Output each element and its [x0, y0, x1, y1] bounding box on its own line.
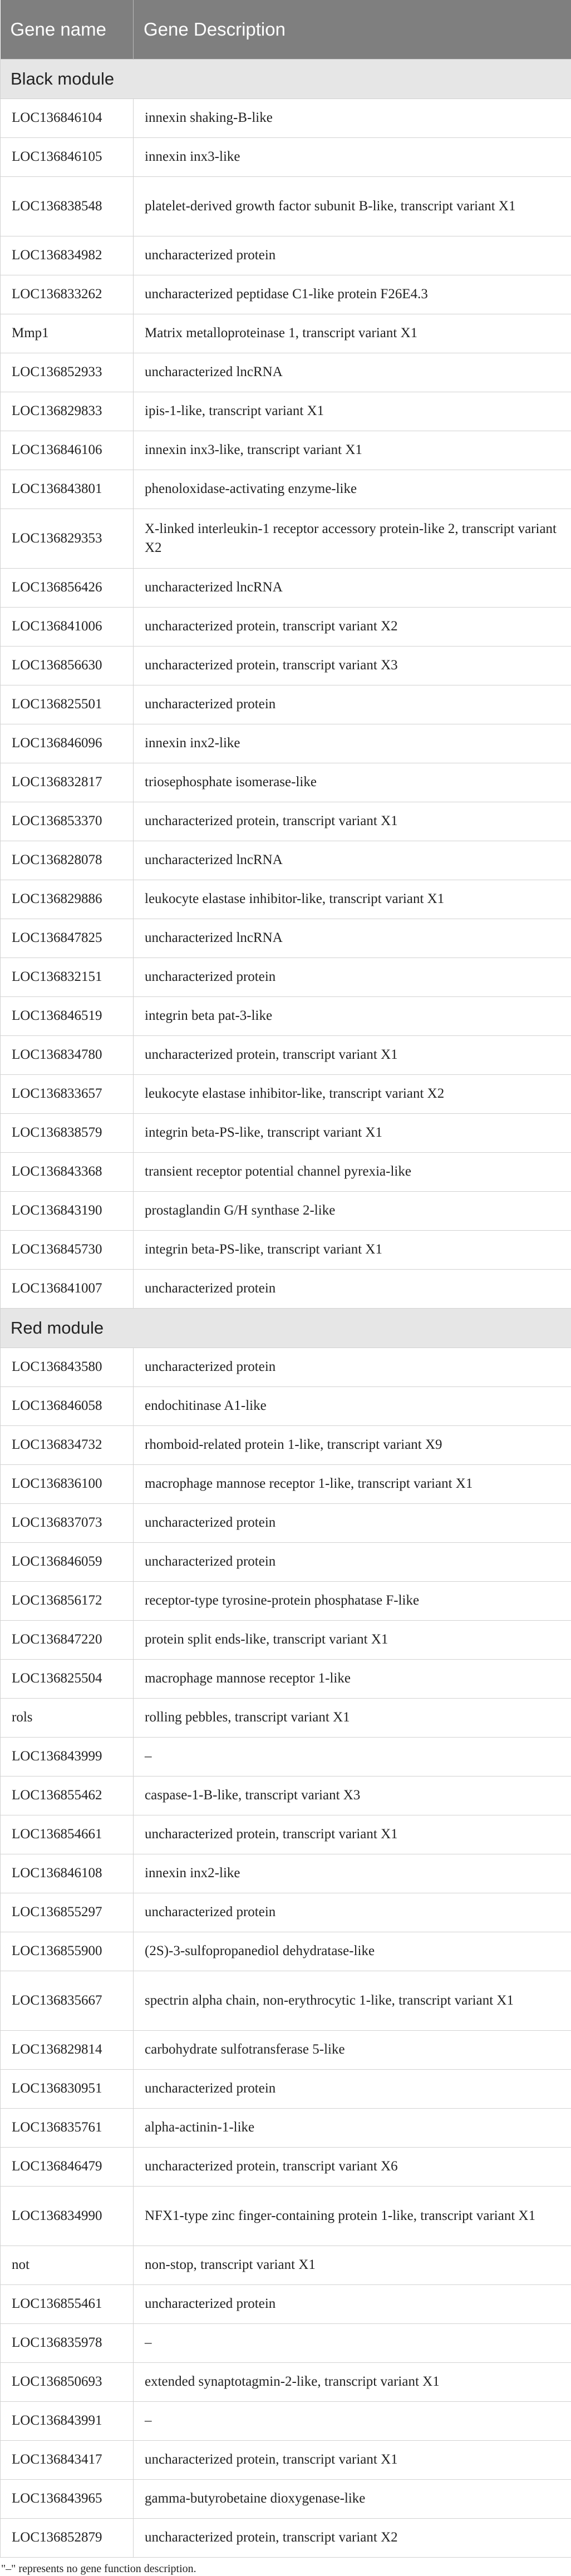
table-row — [1, 1620, 571, 1659]
gene-description-cell: triosephosphate isomerase-like — [134, 763, 571, 802]
gene-name-cell: LOC136836100 — [1, 1464, 134, 1503]
table-row — [1, 880, 571, 919]
gene-name-cell: LOC136852933 — [1, 353, 134, 392]
table-row — [1, 470, 571, 509]
header-gene-name: Gene name — [1, 0, 134, 59]
table-row — [1, 431, 571, 470]
gene-name-cell: LOC136834982 — [1, 236, 134, 275]
gene-name-cell: LOC136832151 — [1, 958, 134, 996]
table-row — [1, 763, 571, 802]
gene-name-cell: LOC136838579 — [1, 1113, 134, 1152]
gene-name-cell: LOC136843368 — [1, 1152, 134, 1191]
gene-description-cell: uncharacterized protein — [134, 2284, 571, 2323]
table-row — [1, 353, 571, 392]
gene-description-cell: spectrin alpha chain, non-erythrocytic 1-like, transcript variant X1 — [134, 1971, 571, 2030]
gene-name-cell: LOC136846479 — [1, 2147, 134, 2186]
gene-name-cell: LOC136850693 — [1, 2362, 134, 2401]
gene-name-cell: LOC136825501 — [1, 685, 134, 724]
gene-name-cell: LOC136841006 — [1, 607, 134, 646]
gene-name-cell: LOC136835667 — [1, 1971, 134, 2030]
gene-name-cell: LOC136855297 — [1, 1893, 134, 1932]
table-row — [1, 1893, 571, 1932]
gene-description-cell: uncharacterized protein, transcript variant X2 — [134, 2518, 571, 2557]
gene-description-cell: uncharacterized protein — [134, 958, 571, 996]
table-row — [1, 1113, 571, 1152]
table-row — [1, 137, 571, 176]
gene-description-cell: uncharacterized protein, transcript variant X1 — [134, 1815, 571, 1854]
gene-name-cell: LOC136855462 — [1, 1776, 134, 1815]
gene-description-cell: integrin beta-PS-like, transcript variant X1 — [134, 1230, 571, 1269]
gene-name-cell: LOC136834780 — [1, 1035, 134, 1074]
gene-name-cell: LOC136829886 — [1, 880, 134, 919]
gene-description-cell: uncharacterized protein — [134, 1269, 571, 1308]
gene-name-cell: not — [1, 2246, 134, 2284]
table-row — [1, 1035, 571, 1074]
table-row — [1, 1152, 571, 1191]
gene-description-cell: X-linked interleukin-1 receptor accessory protein-like 2, transcript variant X2 — [134, 509, 571, 568]
table-row — [1, 958, 571, 996]
gene-description-cell: (2S)-3-sulfopropanediol dehydratase-like — [134, 1932, 571, 1971]
table-row — [1, 2246, 571, 2284]
table-row — [1, 2479, 571, 2518]
table-row — [1, 275, 571, 314]
table-row — [1, 724, 571, 763]
gene-name-cell: LOC136828078 — [1, 841, 134, 880]
table-row — [1, 236, 571, 275]
gene-name-cell: LOC136846096 — [1, 724, 134, 763]
table-row — [1, 1581, 571, 1620]
table-row — [1, 1776, 571, 1815]
table-row — [1, 1074, 571, 1113]
table-row — [1, 646, 571, 685]
gene-name-cell: LOC136847220 — [1, 1620, 134, 1659]
table-row — [1, 1425, 571, 1464]
gene-description-cell: extended synaptotagmin-2-like, transcript variant X1 — [134, 2362, 571, 2401]
gene-description-cell: uncharacterized protein — [134, 236, 571, 275]
gene-description-cell: uncharacterized peptidase C1-like protein F26E4.3 — [134, 275, 571, 314]
gene-description-cell: protein split ends-like, transcript variant X1 — [134, 1620, 571, 1659]
gene-description-cell: innexin inx3-like, transcript variant X1 — [134, 431, 571, 470]
gene-name-cell: LOC136856630 — [1, 646, 134, 685]
gene-name-cell: LOC136837073 — [1, 1503, 134, 1542]
gene-name-cell: LOC136856426 — [1, 568, 134, 607]
gene-name-cell: LOC136843991 — [1, 2401, 134, 2440]
gene-name-cell: LOC136834990 — [1, 2186, 134, 2246]
gene-name-cell: LOC136841007 — [1, 1269, 134, 1308]
gene-description-cell: – — [134, 2323, 571, 2362]
table-row — [1, 802, 571, 841]
table-body — [1, 59, 571, 2557]
table-row — [1, 2186, 571, 2246]
table-row — [1, 2069, 571, 2108]
table-row — [1, 1464, 571, 1503]
gene-name-cell: LOC136854661 — [1, 1815, 134, 1854]
table-row — [1, 841, 571, 880]
gene-name-cell: LOC136843417 — [1, 2440, 134, 2479]
section-title: Black module — [1, 59, 571, 98]
gene-name-cell: LOC136843580 — [1, 1348, 134, 1386]
gene-description-cell: uncharacterized protein, transcript variant X3 — [134, 646, 571, 685]
gene-name-cell: LOC136829353 — [1, 509, 134, 568]
gene-name-cell: LOC136843965 — [1, 2479, 134, 2518]
table-row — [1, 568, 571, 607]
table-row — [1, 1698, 571, 1737]
gene-description-cell: uncharacterized lncRNA — [134, 353, 571, 392]
gene-name-cell: LOC136829814 — [1, 2030, 134, 2069]
table-row — [1, 392, 571, 431]
table-row — [1, 2323, 571, 2362]
gene-name-cell: LOC136856172 — [1, 1581, 134, 1620]
gene-name-cell: LOC136846058 — [1, 1386, 134, 1425]
table-row — [1, 2108, 571, 2147]
gene-name-cell: LOC136846104 — [1, 98, 134, 137]
gene-description-cell: leukocyte elastase inhibitor-like, transcript variant X2 — [134, 1074, 571, 1113]
gene-name-cell: LOC136843801 — [1, 470, 134, 509]
gene-description-cell: NFX1-type zinc finger-containing protein 1-like, transcript variant X1 — [134, 2186, 571, 2246]
table-header — [1, 0, 571, 59]
gene-name-cell: LOC136833262 — [1, 275, 134, 314]
table-row — [1, 1230, 571, 1269]
gene-name-cell: LOC136853370 — [1, 802, 134, 841]
gene-description-cell: platelet-derived growth factor subunit B-like, transcript variant X1 — [134, 176, 571, 236]
gene-name-cell: LOC136835978 — [1, 2323, 134, 2362]
gene-name-cell: Mmp1 — [1, 314, 134, 353]
gene-name-cell: LOC136846105 — [1, 137, 134, 176]
gene-description-cell: uncharacterized protein — [134, 1503, 571, 1542]
table-footnote: "–" represents no gene function description. — [1, 2563, 196, 2575]
gene-description-cell: caspase-1-B-like, transcript variant X3 — [134, 1776, 571, 1815]
gene-name-cell: LOC136846059 — [1, 1542, 134, 1581]
table-row — [1, 1503, 571, 1542]
table-row — [1, 2030, 571, 2069]
gene-description-cell: endochitinase A1-like — [134, 1386, 571, 1425]
gene-description-cell: innexin shaking-B-like — [134, 98, 571, 137]
gene-name-cell: LOC136855461 — [1, 2284, 134, 2323]
table-row — [1, 607, 571, 646]
gene-description-cell: receptor-type tyrosine-protein phosphatase F-like — [134, 1581, 571, 1620]
gene-description-cell: leukocyte elastase inhibitor-like, transcript variant X1 — [134, 880, 571, 919]
table-row — [1, 1854, 571, 1893]
table-row — [1, 1737, 571, 1776]
table-row — [1, 2362, 571, 2401]
gene-name-cell: LOC136833657 — [1, 1074, 134, 1113]
gene-description-cell: uncharacterized protein — [134, 2069, 571, 2108]
gene-name-cell: LOC136830951 — [1, 2069, 134, 2108]
table-row — [1, 1659, 571, 1698]
gene-description-cell: integrin beta-PS-like, transcript variant X1 — [134, 1113, 571, 1152]
table-row — [1, 1269, 571, 1308]
section-row — [1, 1308, 571, 1348]
table-row — [1, 2401, 571, 2440]
table-row — [1, 509, 571, 568]
gene-description-cell: integrin beta pat-3-like — [134, 996, 571, 1035]
gene-name-cell: LOC136852879 — [1, 2518, 134, 2557]
gene-description-cell: uncharacterized protein — [134, 1893, 571, 1932]
table-row — [1, 176, 571, 236]
gene-description-cell: uncharacterized protein — [134, 1348, 571, 1386]
gene-description-cell: – — [134, 1737, 571, 1776]
gene-description-cell: – — [134, 2401, 571, 2440]
gene-description-cell: ipis-1-like, transcript variant X1 — [134, 392, 571, 431]
gene-name-cell: LOC136843999 — [1, 1737, 134, 1776]
table-row — [1, 685, 571, 724]
gene-name-cell: LOC136855900 — [1, 1932, 134, 1971]
gene-description-cell: uncharacterized lncRNA — [134, 841, 571, 880]
gene-description-cell: uncharacterized protein, transcript variant X2 — [134, 607, 571, 646]
gene-name-cell: LOC136846519 — [1, 996, 134, 1035]
gene-name-cell: LOC136829833 — [1, 392, 134, 431]
table-row — [1, 2284, 571, 2323]
table-row — [1, 314, 571, 353]
gene-description-cell: macrophage mannose receptor 1-like, transcript variant X1 — [134, 1464, 571, 1503]
gene-description-cell: uncharacterized protein, transcript variant X1 — [134, 802, 571, 841]
table-row — [1, 1971, 571, 2030]
gene-name-cell: rols — [1, 1698, 134, 1737]
table-row — [1, 1815, 571, 1854]
gene-name-cell: LOC136847825 — [1, 919, 134, 958]
gene-description-cell: innexin inx2-like — [134, 724, 571, 763]
gene-name-cell: LOC136843190 — [1, 1191, 134, 1230]
gene-description-cell: phenoloxidase-activating enzyme-like — [134, 470, 571, 509]
gene-description-cell: transient receptor potential channel pyrexia-like — [134, 1152, 571, 1191]
gene-name-cell: LOC136846108 — [1, 1854, 134, 1893]
gene-description-cell: non-stop, transcript variant X1 — [134, 2246, 571, 2284]
gene-description-cell: rolling pebbles, transcript variant X1 — [134, 1698, 571, 1737]
gene-description-cell: uncharacterized protein — [134, 685, 571, 724]
gene-name-cell: LOC136845730 — [1, 1230, 134, 1269]
section-row — [1, 59, 571, 98]
gene-description-cell: uncharacterized protein, transcript variant X1 — [134, 1035, 571, 1074]
gene-name-cell: LOC136832817 — [1, 763, 134, 802]
gene-description-cell: carbohydrate sulfotransferase 5-like — [134, 2030, 571, 2069]
gene-name-cell: LOC136835761 — [1, 2108, 134, 2147]
gene-description-cell: alpha-actinin-1-like — [134, 2108, 571, 2147]
table-row — [1, 1191, 571, 1230]
gene-description-cell: innexin inx3-like — [134, 137, 571, 176]
gene-description-cell: gamma-butyrobetaine dioxygenase-like — [134, 2479, 571, 2518]
gene-description-cell: Matrix metalloproteinase 1, transcript variant X1 — [134, 314, 571, 353]
table-row — [1, 1542, 571, 1581]
gene-description-cell: uncharacterized protein, transcript variant X6 — [134, 2147, 571, 2186]
table-row — [1, 1932, 571, 1971]
table-row — [1, 2518, 571, 2557]
table-row — [1, 2440, 571, 2479]
gene-description-cell: rhomboid-related protein 1-like, transcript variant X9 — [134, 1425, 571, 1464]
header-gene-description: Gene Description — [134, 0, 571, 59]
gene-description-cell: uncharacterized lncRNA — [134, 919, 571, 958]
section-title: Red module — [1, 1308, 571, 1348]
gene-description-cell: innexin inx2-like — [134, 1854, 571, 1893]
gene-description-cell: macrophage mannose receptor 1-like — [134, 1659, 571, 1698]
gene-name-cell: LOC136834732 — [1, 1425, 134, 1464]
gene-name-cell: LOC136825504 — [1, 1659, 134, 1698]
gene-description-cell: prostaglandin G/H synthase 2-like — [134, 1191, 571, 1230]
gene-name-cell: LOC136846106 — [1, 431, 134, 470]
gene-name-cell: LOC136838548 — [1, 176, 134, 236]
table-row — [1, 1348, 571, 1386]
gene-description-cell: uncharacterized protein — [134, 1542, 571, 1581]
table-row — [1, 1386, 571, 1425]
gene-description-cell: uncharacterized protein, transcript variant X1 — [134, 2440, 571, 2479]
table-row — [1, 98, 571, 137]
table-row — [1, 2147, 571, 2186]
table-row — [1, 919, 571, 958]
table-row — [1, 996, 571, 1035]
gene-description-cell: uncharacterized lncRNA — [134, 568, 571, 607]
